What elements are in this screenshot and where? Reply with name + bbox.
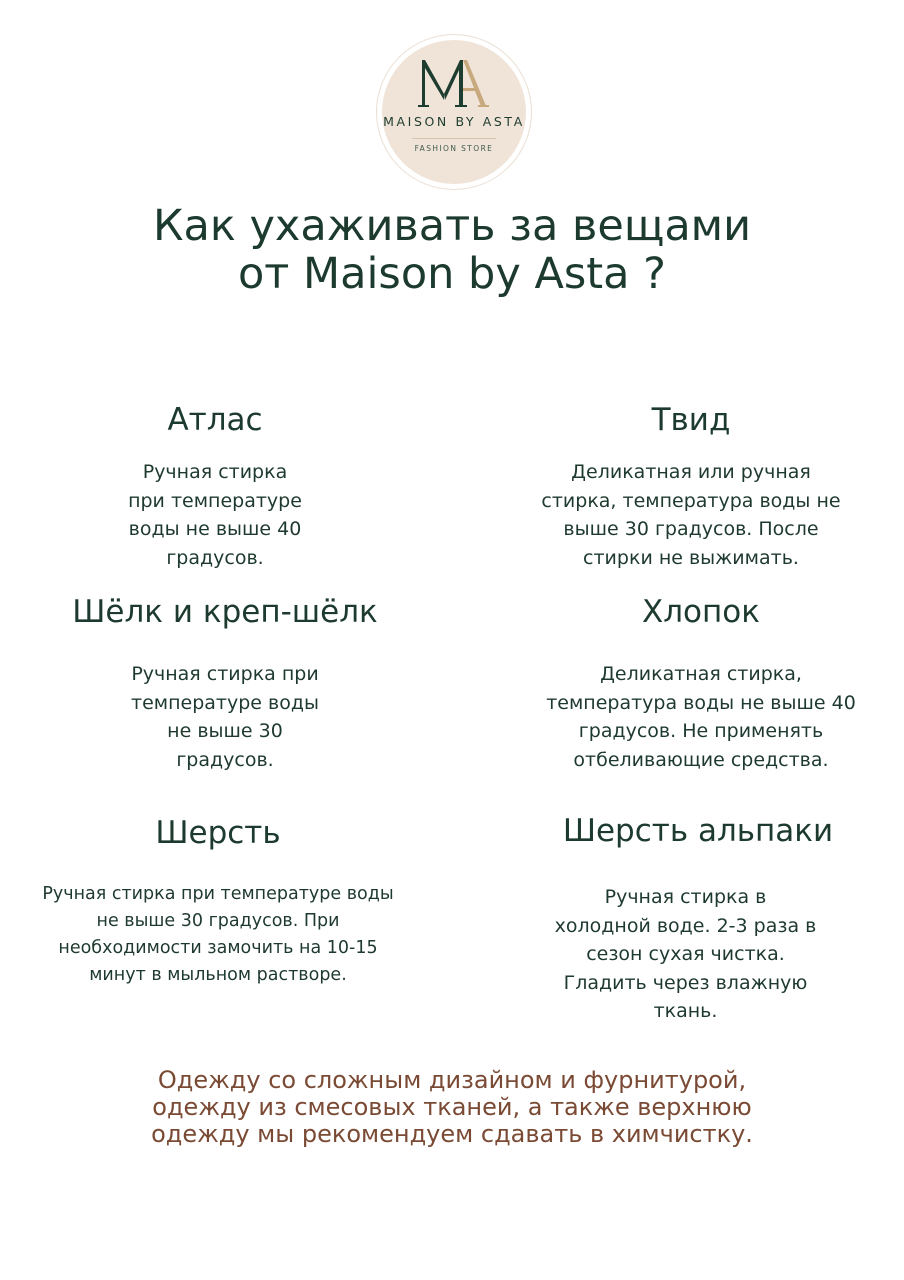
note-line: одежду мы рекомендуем сдавать в химчистку. bbox=[151, 1120, 753, 1148]
section-description bbox=[65, 458, 365, 572]
description-line: сезон сухая чистка. bbox=[586, 943, 785, 965]
page-title-line: от Maison by Asta ? bbox=[238, 249, 666, 299]
care-section-cotton bbox=[506, 594, 896, 771]
description-line: градусов. Не применять bbox=[578, 720, 824, 742]
description-line: минут в мыльном растворе. bbox=[89, 965, 347, 985]
section-heading: Шерсть альпаки bbox=[562, 813, 834, 849]
description-line: не выше 30 bbox=[167, 720, 283, 742]
note-line: одежду из смесовых тканей, а также верхнюю bbox=[152, 1093, 752, 1121]
description-line: стирки не выжимать. bbox=[583, 546, 799, 569]
section-description bbox=[45, 660, 405, 774]
description-line: при температуре bbox=[128, 489, 302, 512]
description-line: стирка, температура воды не bbox=[541, 489, 841, 512]
logo-divider bbox=[412, 138, 496, 139]
description-line: необходимости замочить на 10-15 bbox=[58, 938, 378, 958]
brand-logo bbox=[376, 34, 532, 190]
description-line: Ручная стирка bbox=[142, 461, 288, 483]
description-line: Ручная стирка при температуре воды bbox=[42, 884, 394, 904]
care-section-wool bbox=[18, 815, 418, 985]
description-line: Гладить через влажную bbox=[563, 971, 808, 994]
description-line: выше 30 градусов. После bbox=[563, 518, 819, 540]
description-line: ткань. bbox=[653, 1000, 718, 1022]
care-section-alpaca-wool bbox=[518, 813, 878, 1022]
description-line: градусов. bbox=[176, 748, 274, 771]
page-title-line: Как ухаживать за вещами bbox=[152, 201, 752, 251]
note-line: Одежду со сложным дизайном и фурнитурой, bbox=[157, 1066, 747, 1094]
care-section-tweed bbox=[511, 402, 871, 569]
description-line: Деликатная стирка, bbox=[600, 663, 802, 685]
logo-brand-name: MAISON BY ASTA bbox=[383, 114, 525, 129]
section-heading: Атлас bbox=[167, 402, 263, 438]
description-line: Ручная стирка в bbox=[604, 886, 767, 908]
section-description bbox=[506, 660, 896, 774]
dry-cleaning-note bbox=[60, 1067, 844, 1148]
description-line: градусов. bbox=[166, 546, 264, 569]
logo-subtitle: FASHION STORE bbox=[414, 144, 494, 153]
section-heading: Шерсть bbox=[155, 815, 281, 851]
care-section-silk bbox=[45, 594, 405, 771]
description-line: Ручная стирка при bbox=[131, 663, 319, 685]
description-line: температура воды не выше 40 bbox=[546, 691, 856, 714]
description-line: воды не выше 40 bbox=[128, 518, 302, 540]
description-line: отбеливающие средства. bbox=[573, 748, 829, 771]
section-description bbox=[18, 881, 418, 989]
section-heading: Хлопок bbox=[642, 594, 760, 630]
page-title bbox=[60, 202, 844, 298]
section-heading: Твид bbox=[651, 402, 731, 438]
logo-monogram bbox=[414, 54, 494, 110]
description-line: температуре воды bbox=[131, 691, 319, 714]
section-description bbox=[493, 883, 878, 1026]
description-line: не выше 30 градусов. При bbox=[96, 911, 340, 931]
description-line: Деликатная или ручная bbox=[571, 461, 811, 483]
section-description bbox=[511, 458, 871, 572]
care-section-satin bbox=[65, 402, 365, 569]
section-heading: Шёлк и креп-шёлк bbox=[72, 594, 378, 630]
description-line: холодной воде. 2-3 раза в bbox=[554, 914, 817, 937]
